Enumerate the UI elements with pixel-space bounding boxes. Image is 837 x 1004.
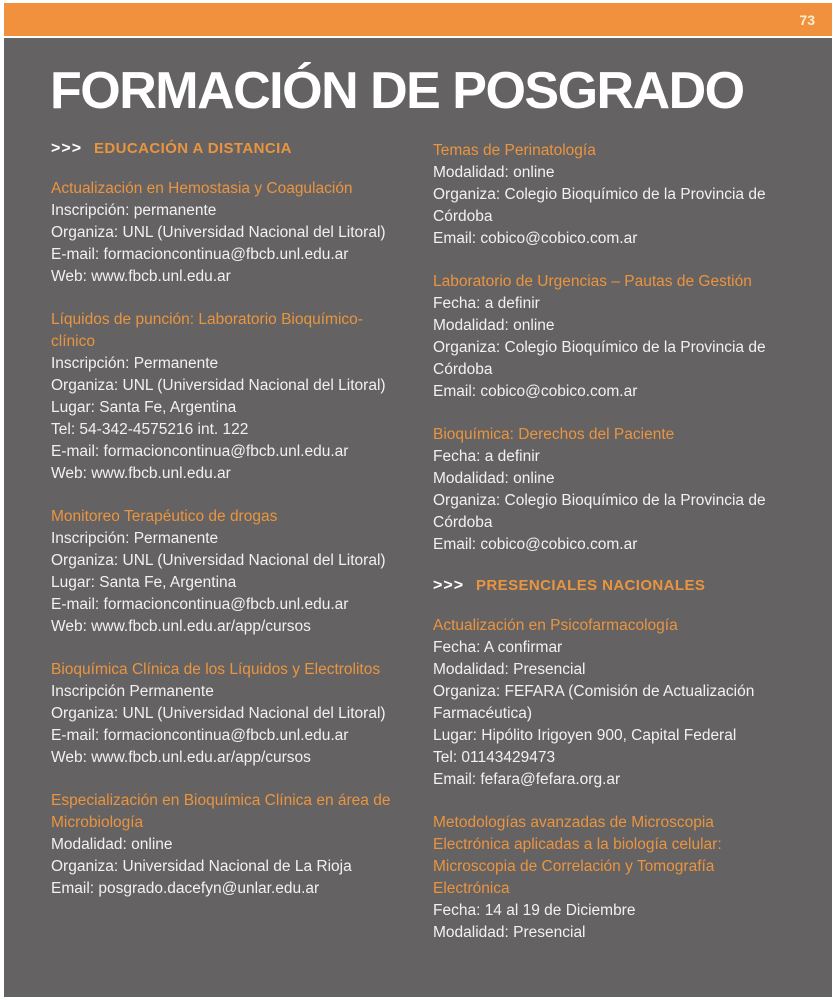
course-detail-line: Organiza: FEFARA (Comisión de Actualización Farmacéutica)	[433, 683, 755, 722]
course-title-line: Microscopia de Correlación y Tomografía	[433, 858, 715, 875]
course-entry	[51, 790, 423, 900]
two-column-layout	[4, 140, 832, 965]
course-detail-line: Email: cobico@cobico.com.ar	[433, 383, 638, 400]
course-title-line: Electrónica aplicadas a la biología celular:	[433, 836, 722, 853]
course-title-line: Bioquímica Clínica de los Líquidos y Electrolitos	[51, 661, 381, 678]
course-detail-line: Fecha: 14 al 19 de Diciembre	[433, 902, 636, 919]
course-detail-line: Fecha: a definir	[433, 295, 540, 312]
triple-chevron-icon: >>>	[51, 140, 83, 157]
course-entry	[51, 178, 423, 288]
section-heading-presenciales-nacionales	[433, 577, 805, 595]
course-detail-line: Organiza: Colegio Bioquímico de la Provincia de Córdoba	[433, 339, 766, 378]
right-column	[433, 140, 805, 965]
page-title: FORMACIÓN DE POSGRADO	[50, 62, 744, 120]
section-heading-educacion-a-distancia	[51, 140, 423, 158]
course-detail-line: Organiza: Colegio Bioquímico de la Provincia de Córdoba	[433, 492, 766, 531]
course-title	[433, 424, 805, 446]
course-detail-line: Organiza: Universidad Nacional de La Rioja	[51, 858, 352, 875]
course-title	[51, 790, 423, 834]
course-detail-line: Modalidad: online	[433, 164, 555, 181]
course-entry	[433, 271, 805, 403]
course-entry	[51, 506, 423, 638]
course-title-line: clínico	[51, 333, 95, 350]
course-title-line: Metodologías avanzadas de Microscopia	[433, 814, 714, 831]
left-column	[51, 140, 423, 965]
course-detail-line: Organiza: UNL (Universidad Nacional del Litoral)	[51, 552, 386, 569]
course-entry	[433, 812, 805, 944]
top-orange-bar	[4, 3, 832, 36]
course-entry	[433, 424, 805, 556]
course-entry	[51, 309, 423, 485]
course-title	[433, 812, 805, 900]
course-detail-line: Tel: 54-342-4575216 int. 122	[51, 421, 249, 438]
course-title-line: Laboratorio de Urgencias – Pautas de Gestión	[433, 273, 752, 290]
course-detail-line: Modalidad: Presencial	[433, 924, 586, 941]
course-detail-line: E-mail: formacioncontinua@fbcb.unl.edu.ar	[51, 596, 349, 613]
course-entry	[433, 615, 805, 791]
triple-chevron-icon: >>>	[433, 577, 465, 594]
course-title	[51, 309, 423, 353]
course-detail-line: Lugar: Hipólito Irigoyen 900, Capital Federal	[433, 727, 737, 744]
course-detail-line: Fecha: a definir	[433, 448, 540, 465]
course-title-line: Actualización en Hemostasia y Coagulación	[51, 180, 353, 197]
course-detail-line: Inscripción Permanente	[51, 683, 214, 700]
course-title	[433, 140, 805, 162]
course-detail-line: Fecha: A confirmar	[433, 639, 563, 656]
course-detail-line: Organiza: Colegio Bioquímico de la Provincia de Córdoba	[433, 186, 766, 225]
course-title	[51, 659, 423, 681]
course-detail-line: Inscripción: permanente	[51, 202, 217, 219]
course-title-line: Temas de Perinatología	[433, 142, 596, 159]
course-detail-line: Web: www.fbcb.unl.edu.ar/app/cursos	[51, 618, 311, 635]
course-title-line: Líquidos de punción: Laboratorio Bioquímico-	[51, 311, 363, 328]
course-title-line: Monitoreo Terapéutico de drogas	[51, 508, 278, 525]
course-detail-line: Tel: 01143429473	[433, 749, 556, 766]
course-detail-line: Organiza: UNL (Universidad Nacional del Litoral)	[51, 377, 386, 394]
page-content	[4, 38, 832, 997]
course-detail-line: Modalidad: online	[433, 470, 555, 487]
section-heading-label: PRESENCIALES NACIONALES	[476, 577, 706, 594]
course-title	[433, 271, 805, 293]
course-detail-line: Email: posgrado.dacefyn@unlar.edu.ar	[51, 880, 320, 897]
course-title	[433, 615, 805, 637]
course-detail-line: Web: www.fbcb.unl.edu.ar	[51, 268, 231, 285]
course-title	[51, 506, 423, 528]
course-detail-line: Email: fefara@fefara.org.ar	[433, 771, 621, 788]
page-number: 73	[799, 11, 815, 28]
course-detail-line: Modalidad: Presencial	[433, 661, 586, 678]
course-entry	[51, 659, 423, 769]
course-title	[51, 178, 423, 200]
course-detail-line: Email: cobico@cobico.com.ar	[433, 536, 638, 553]
course-title-line: Electrónica	[433, 880, 510, 897]
course-title-line: Bioquímica: Derechos del Paciente	[433, 426, 675, 443]
course-detail-line: E-mail: formacioncontinua@fbcb.unl.edu.ar	[51, 443, 349, 460]
course-detail-line: E-mail: formacioncontinua@fbcb.unl.edu.ar	[51, 727, 349, 744]
course-detail-line: Modalidad: online	[51, 836, 173, 853]
course-detail-line: E-mail: formacioncontinua@fbcb.unl.edu.ar	[51, 246, 349, 263]
course-title-line: Especialización en Bioquímica Clínica en área de	[51, 792, 391, 809]
course-detail-line: Inscripción: Permanente	[51, 530, 219, 547]
section-heading-label: EDUCACIÓN A DISTANCIA	[94, 140, 292, 157]
course-entry	[433, 140, 805, 250]
course-detail-line: Email: cobico@cobico.com.ar	[433, 230, 638, 247]
course-title-line: Actualización en Psicofarmacología	[433, 617, 678, 634]
course-detail-line: Web: www.fbcb.unl.edu.ar/app/cursos	[51, 749, 311, 766]
course-detail-line: Organiza: UNL (Universidad Nacional del Litoral)	[51, 705, 386, 722]
course-title-line: Microbiología	[51, 814, 144, 831]
course-detail-line: Modalidad: online	[433, 317, 555, 334]
course-detail-line: Lugar: Santa Fe, Argentina	[51, 574, 237, 591]
course-detail-line: Organiza: UNL (Universidad Nacional del Litoral)	[51, 224, 386, 241]
course-detail-line: Lugar: Santa Fe, Argentina	[51, 399, 237, 416]
course-detail-line: Inscripción: Permanente	[51, 355, 219, 372]
course-detail-line: Web: www.fbcb.unl.edu.ar	[51, 465, 231, 482]
